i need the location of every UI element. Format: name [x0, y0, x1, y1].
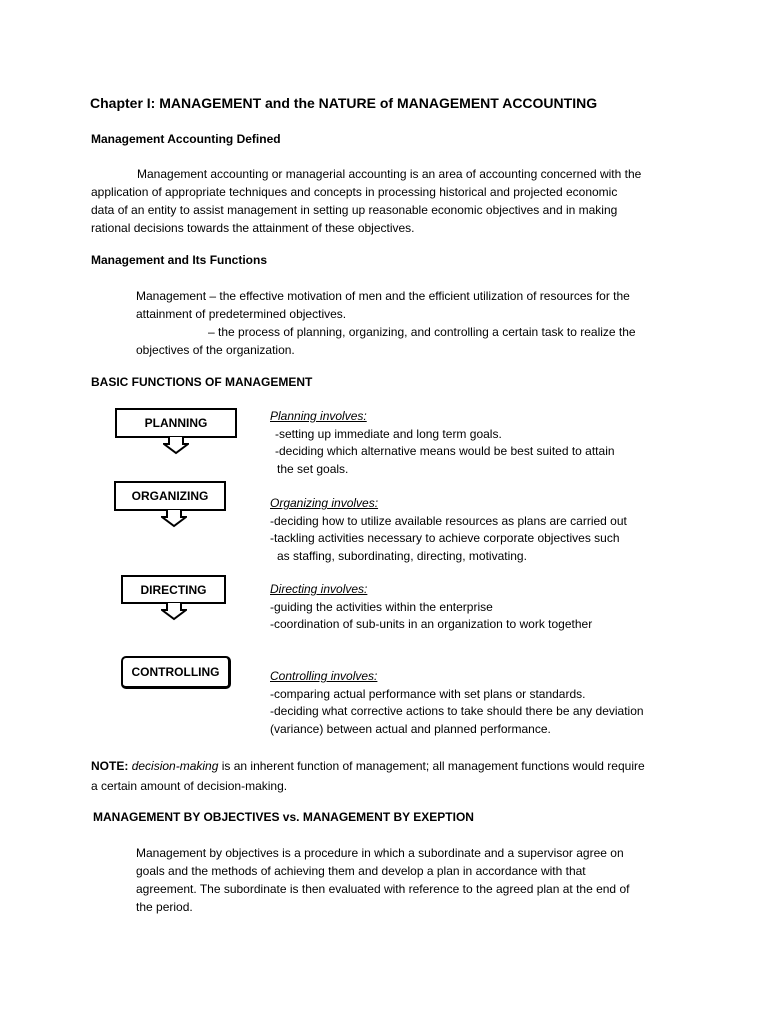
note-paragraph	[91, 756, 645, 796]
text-line: -coordination of sub-units in an organization to work together	[270, 617, 593, 631]
management-definition	[136, 287, 679, 359]
text-line: Management – the effective motivation of men and the efficient utilization of resources for the	[136, 289, 630, 303]
ma-defined-paragraph	[91, 165, 681, 237]
text-line: Management by objectives is a procedure in which a subordinate and a supervisor agree on	[136, 846, 624, 860]
text-line: attainment of predetermined objectives.	[136, 307, 347, 321]
down-arrow-icon	[161, 603, 187, 621]
directing-title: Directing involves:	[270, 582, 368, 596]
text-line: data of an entity to assist management in setting up reasonable economic objectives and in making	[91, 203, 618, 217]
directing-box: DIRECTING	[121, 575, 226, 604]
text-line: the set goals.	[277, 461, 349, 476]
text-line: -comparing actual performance with set plans or standards.	[270, 686, 586, 701]
controlling-box: CONTROLLING	[121, 656, 231, 689]
text-line: agreement. The subordinate is then evaluated with reference to the agreed plan at the end of	[136, 882, 630, 896]
note-text: is an inherent function of management; all management functions would require	[218, 759, 645, 773]
text-line: goals and the methods of achieving them and develop a plan in accordance with that	[136, 864, 586, 878]
text-line: -guiding the activities within the enterprise	[270, 599, 493, 614]
section-heading-mbo: MANAGEMENT BY OBJECTIVES vs. MANAGEMENT BY EXEPTION	[93, 810, 474, 824]
text-line: -deciding how to utilize available resources as plans are carried out	[270, 513, 627, 528]
section-heading-ma-defined: Management Accounting Defined	[91, 132, 281, 146]
mbo-paragraph	[136, 844, 679, 916]
chapter-title-text: MANAGEMENT and the NATURE of MANAGEMENT ACCOUNTING	[159, 95, 598, 111]
text-line: as staffing, subordinating, directing, motivating.	[277, 548, 527, 563]
text-line: -tackling activities necessary to achieve corporate objectives such	[270, 531, 620, 545]
directing-description	[270, 581, 592, 634]
note-italic-term: decision-making	[131, 759, 219, 773]
controlling-title: Controlling involves:	[270, 669, 378, 683]
organizing-title: Organizing involves:	[270, 496, 379, 510]
organizing-description	[270, 495, 627, 565]
planning-box: PLANNING	[115, 408, 237, 438]
planning-title: Planning involves:	[270, 409, 367, 423]
text-line	[91, 756, 645, 776]
chapter-prefix: Chapter I:	[90, 95, 156, 111]
text-line: objectives of the organization.	[136, 343, 295, 357]
text-line: -deciding what corrective actions to take should there be any deviation	[270, 704, 644, 718]
text-line: -deciding which alternative means would be best suited to attain	[275, 444, 615, 458]
text-line: a certain amount of decision-making.	[91, 779, 288, 793]
section-heading-basic-functions: BASIC FUNCTIONS OF MANAGEMENT	[91, 375, 313, 389]
organizing-box: ORGANIZING	[114, 481, 226, 511]
text-line: rational decisions towards the attainment of these objectives.	[91, 221, 415, 235]
down-arrow-icon	[163, 437, 189, 455]
section-heading-mgmt-functions: Management and Its Functions	[91, 253, 268, 267]
text-line: Management accounting or managerial accounting is an area of accounting concerned with the	[137, 167, 642, 181]
text-line: application of appropriate techniques and concepts in processing historical and projected economic	[91, 185, 618, 199]
controlling-description	[270, 668, 644, 738]
text-line: -setting up immediate and long term goals.	[275, 426, 502, 441]
chapter-title	[90, 95, 597, 111]
text-line: (variance) between actual and planned performance.	[270, 721, 551, 736]
planning-description	[270, 408, 615, 478]
note-label: NOTE:	[91, 759, 129, 773]
text-line: the period.	[136, 900, 193, 914]
down-arrow-icon	[161, 510, 187, 528]
text-line: – the process of planning, organizing, and controlling a certain task to realize the	[208, 325, 636, 339]
